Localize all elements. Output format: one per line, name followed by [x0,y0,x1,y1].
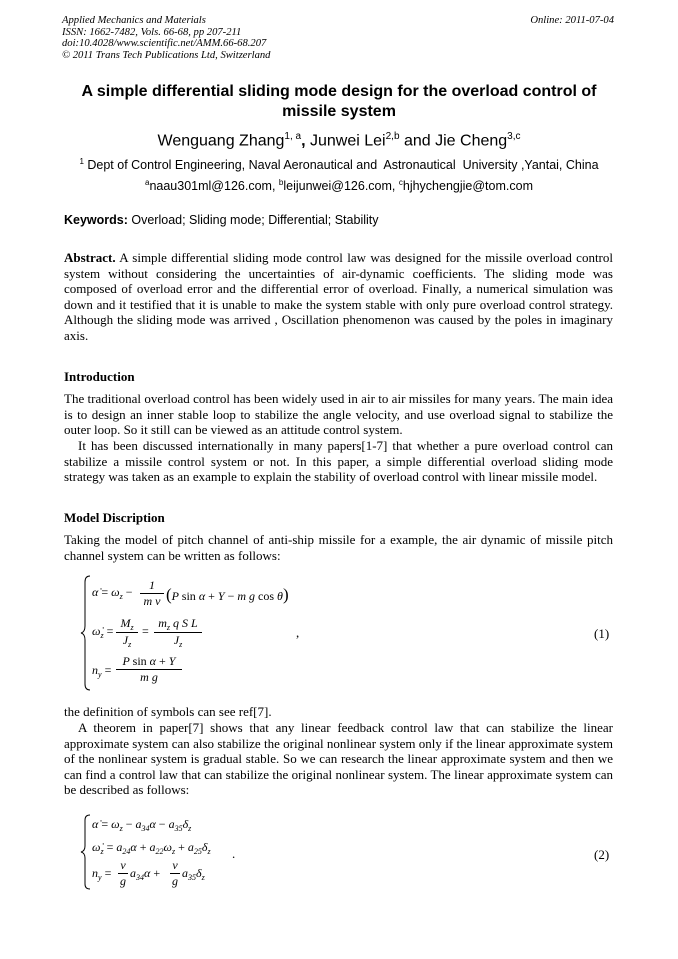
affiliation-text: Dept of Control Engineering, Naval Aeronautical and Astronautical University ,Yantai, China [83,158,599,173]
eq1-line2-frac2: $\frac{m_z q S L}{J_z}$ [154,616,202,649]
abstract [64,250,613,344]
online-date: Online: 2011-07-04 [530,15,614,26]
email-c-sup: c [398,178,403,187]
doi: doi:10.4028/www.scientific.net/AMM.66-68.207 [62,38,267,50]
author-3-sup: 3,c [507,131,521,142]
eq1-line1-frac: $\frac{1}{\text{m v}}$ [140,578,164,609]
email-a-sup: a [145,178,150,187]
journal-header [62,15,270,61]
eq1-line2-lhs: $\omegȧ_z$ = [92,624,114,640]
equation-1-brace [80,574,92,692]
eq2-line2: $\omegȧ_z = a_{24}\alpha + a_{22}\omega_z + a_{25}\delta_z$ [92,840,211,856]
keywords [64,213,379,227]
eq2-line1: α̇ = $\omega_z - a_{34}\alpha - a_{35}\delta_z$ [92,817,192,833]
intro-paragraph-2: It has been discussed internationally in many papers[1-7] that whether a pure overload control can stabilize a missile control system or not. In this paper, a simple differential overload sliding mode strategy was taken as an example to explain the stability of overload control with linear missile model. [64,438,613,485]
abstract-text: A simple differential sliding mode control law was designed for the missile overload control system without considering the uncertainties of air-dynamic coefficients. The sliding mode was composed of overload error and the differential error of overload. Finally, a numerical simulation was down and it testified that it is unable to make the system stable with only pure overload control strategy. Although the sliding mode was arrived , Oscillation phenomenon was caused by the poles in imaginary axis. [64,250,613,343]
keywords-label: Keywords: [64,213,128,227]
author-sep-1: , [301,132,310,150]
model-paragraph-3: A theorem in paper[7] shows that any linear feedback control law that can stabilize the linear approximate system can also stabilize the original nonlinear system only if the linear approximate system of the nonlinear system is gradual stable. So we can research the linear approximate system and then we can find a control law that can stabilize the original nonlinear system. The linear approximate system can be described as follows: [64,720,613,798]
copyright: © 2011 Trans Tech Publications Ltd, Switzerland [62,49,271,61]
eq1-line3-lhs: $n_y$ = [92,663,112,679]
authors [0,131,678,150]
eq1-line2-frac1: $\frac{M_z}{J_z}$ [116,616,138,649]
equation-2-brace [80,813,92,891]
eq2-line3-lhs: $n_y$ = [92,866,112,882]
email-b-sup: b [278,178,284,187]
eq1-line1-lhs: α̇ = $\omega_z$ − [92,585,133,601]
journal-name: Applied Mechanics and Materials [62,15,206,26]
issn: ISSN: 1662-7482, Vols. 66-68, pp 207-211 [62,26,242,38]
eq2-line3-mid: $a_{34}\alpha$ + [130,866,161,882]
keywords-text: Overload; Sliding mode; Differential; Stability [127,213,379,227]
affiliation [0,157,678,172]
eq1-line1-rhs: (P sin α + Y − m g cos θ) [166,585,289,604]
eq2-line3-end: $a_{35}\delta_z$ [182,866,205,882]
intro-paragraph-1: The traditional overload control has been widely used in air to air missiles for many years. The main idea is to design an inner stable loop to stabilize the angle velocity, and use overload signal to stabilize the outer loop. So it still can be viewed as an attitude control system. [64,391,613,438]
email-b[interactable]: leijunwei@126.com, [283,179,399,194]
eq1-comma: , [296,625,300,640]
equation-1-number: (1) [594,626,610,641]
eq1-line2-eq: = [142,624,149,638]
title-line-1: A simple differential sliding mode design for the overload control of [81,83,597,100]
email-c[interactable]: hjhychengjie@tom.com [402,179,533,194]
author-2-sup: 2,b [385,131,400,142]
eq2-line3-frac2: $\frac{v}{g}$ [172,858,178,888]
author-2: Junwei Lei [310,132,386,150]
intro-heading: Introduction [64,369,135,384]
abstract-label: Abstract. [64,250,116,265]
title-line-2: missile system [282,103,396,120]
model-paragraph-2: the definition of symbols can see ref[7]. [64,704,272,719]
author-3: Jie Cheng [435,132,508,150]
email-a[interactable]: naau301ml@126.com, [149,179,279,194]
emails [0,178,678,193]
eq1-line3-frac: $\frac{\text{P sin α + Y}}{\text{m g}}$ [116,654,182,685]
author-1-sup: 1, a [284,131,302,142]
eq2-line3-frac1: $\frac{v}{g}$ [120,858,126,888]
paper-title [40,82,638,122]
affiliation-sup: 1 [79,157,84,166]
equation-2-number: (2) [594,847,610,862]
eq2-period: . [232,846,236,861]
model-paragraph-1: Taking the model of pitch channel of anti-ship missile for a example, the air dynamic of missile pitch channel system can be written as follows: [64,532,613,563]
author-1: Wenguang Zhang [157,132,285,150]
author-sep-2: and [399,132,436,150]
model-heading: Model Discription [64,510,165,525]
